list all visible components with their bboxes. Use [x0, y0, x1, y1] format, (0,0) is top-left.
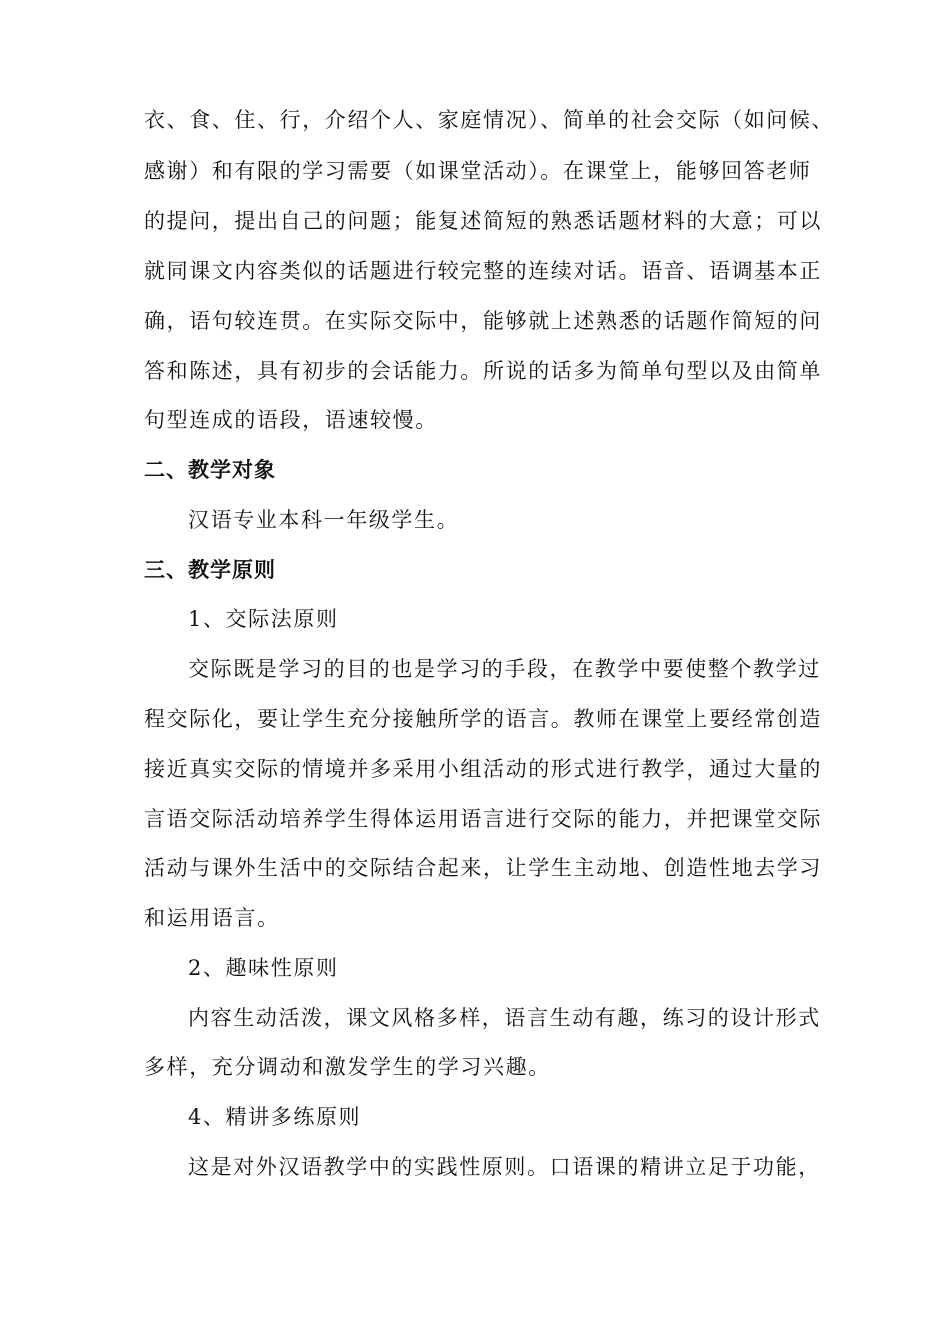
item-2-line-1: 内容生动活泼，课文风格多样，语言生动有趣，练习的设计形式	[188, 1006, 821, 1030]
item-4-title: 4、精讲多练原则	[188, 1105, 362, 1129]
intro-line-6: 答和陈述，具有初步的会话能力。所说的话多为简单句型以及由简单	[144, 359, 822, 383]
item-1-line-6: 和运用语言。	[144, 906, 280, 930]
item-2-line-2: 多样，充分调动和激发学生的学习兴趣。	[144, 1055, 551, 1079]
section-3-heading: 三、教学原则	[144, 557, 276, 582]
item-2-title: 2、趣味性原则	[188, 956, 339, 980]
intro-line-1: 衣、食、住、行，介绍个人、家庭情况）、简单的社会交际（如问候、	[144, 108, 835, 132]
item-1-title: 1、交际法原则	[188, 607, 339, 631]
item-4-line-1: 这是对外汉语教学中的实践性原则。口语课的精讲立足于功能，	[188, 1155, 821, 1179]
section-2-text: 汉语专业本科一年级学生。	[188, 508, 460, 532]
intro-line-2: 感谢）和有限的学习需要（如课堂活动）。在课堂上，能够回答老师	[144, 159, 812, 183]
intro-line-7: 句型连成的语段，语速较慢。	[144, 408, 438, 432]
item-1-line-3: 接近真实交际的情境并多采用小组活动的形式进行教学，通过大量的	[144, 757, 822, 781]
intro-line-3: 的提问，提出自己的问题；能复述简短的熟悉话题材料的大意；可以	[144, 209, 822, 233]
item-1-line-1: 交际既是学习的目的也是学习的手段，在教学中要使整个教学过	[188, 657, 821, 681]
section-2-heading: 二、教学对象	[144, 457, 276, 482]
item-1-line-2: 程交际化，要让学生充分接触所学的语言。教师在课堂上要经常创造	[144, 707, 822, 731]
intro-line-4: 就同课文内容类似的话题进行较完整的连续对话。语音、语调基本正	[144, 259, 822, 283]
item-1-line-5: 活动与课外生活中的交际结合起来，让学生主动地、创造性地去学习	[144, 856, 822, 880]
intro-line-5: 确，语句较连贯。在实际交际中，能够就上述熟悉的话题作简短的问	[144, 309, 822, 333]
item-1-line-4: 言语交际活动培养学生得体运用语言进行交际的能力，并把课堂交际	[144, 807, 822, 831]
